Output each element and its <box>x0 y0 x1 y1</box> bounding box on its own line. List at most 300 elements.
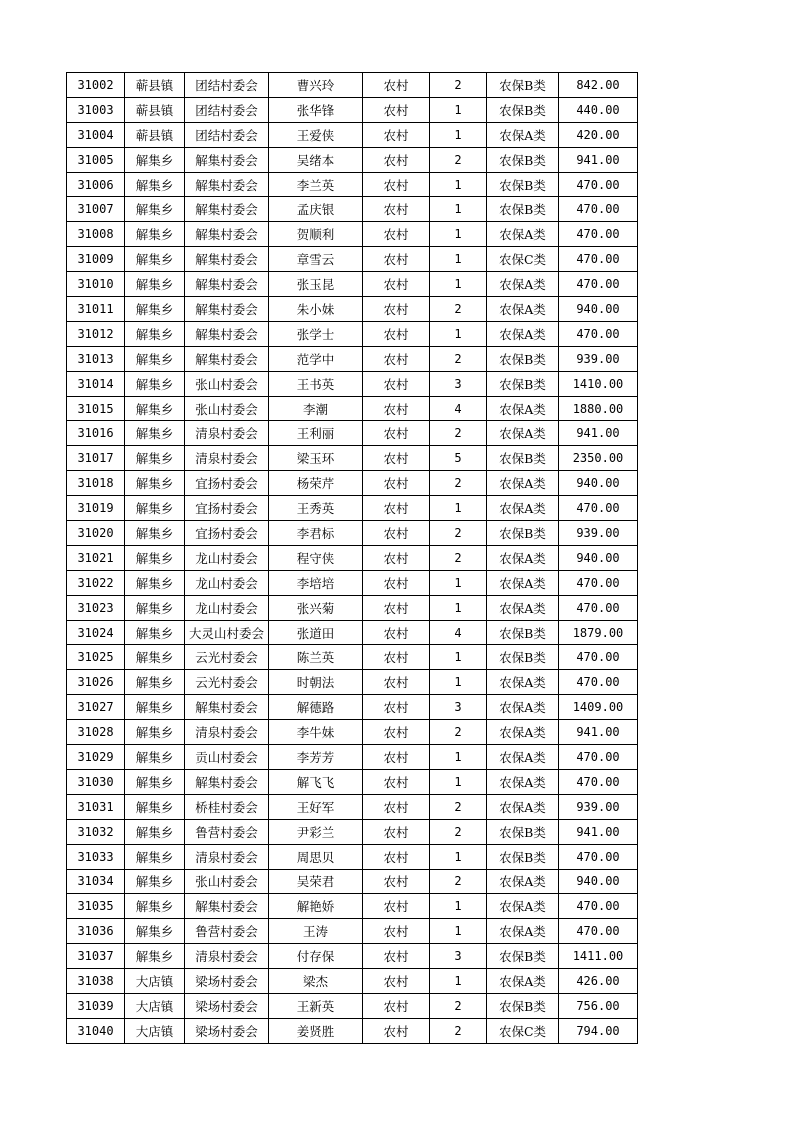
township-cell: 解集乡 <box>125 745 185 770</box>
count-cell: 2 <box>430 819 487 844</box>
record-id-cell: 31037 <box>67 944 125 969</box>
insurance-category-cell: 农保A类 <box>487 769 559 794</box>
village-committee-cell: 清泉村委会 <box>185 844 269 869</box>
table-row <box>67 869 638 894</box>
records-table-body <box>67 73 638 1044</box>
township-cell: 解集乡 <box>125 147 185 172</box>
table-row <box>67 346 638 371</box>
area-type-cell: 农村 <box>363 371 430 396</box>
count-cell: 1 <box>430 197 487 222</box>
village-committee-cell: 梁场村委会 <box>185 969 269 994</box>
record-id-cell: 31002 <box>67 73 125 98</box>
name-cell: 王利丽 <box>269 421 363 446</box>
insurance-category-cell: 农保B类 <box>487 97 559 122</box>
table-row <box>67 645 638 670</box>
amount-cell: 470.00 <box>559 769 638 794</box>
township-cell: 解集乡 <box>125 421 185 446</box>
count-cell: 2 <box>430 545 487 570</box>
table-row <box>67 172 638 197</box>
area-type-cell: 农村 <box>363 446 430 471</box>
record-id-cell: 31017 <box>67 446 125 471</box>
amount-cell: 940.00 <box>559 545 638 570</box>
count-cell: 2 <box>430 73 487 98</box>
name-cell: 杨荣芹 <box>269 471 363 496</box>
table-row <box>67 521 638 546</box>
amount-cell: 939.00 <box>559 521 638 546</box>
record-id-cell: 31008 <box>67 222 125 247</box>
township-cell: 蕲县镇 <box>125 122 185 147</box>
amount-cell: 1409.00 <box>559 695 638 720</box>
township-cell: 解集乡 <box>125 645 185 670</box>
name-cell: 陈兰英 <box>269 645 363 670</box>
insurance-category-cell: 农保B类 <box>487 371 559 396</box>
amount-cell: 470.00 <box>559 272 638 297</box>
table-row <box>67 297 638 322</box>
count-cell: 2 <box>430 471 487 496</box>
insurance-category-cell: 农保A类 <box>487 969 559 994</box>
table-row <box>67 670 638 695</box>
count-cell: 3 <box>430 371 487 396</box>
amount-cell: 941.00 <box>559 720 638 745</box>
record-id-cell: 31018 <box>67 471 125 496</box>
village-committee-cell: 桥桂村委会 <box>185 794 269 819</box>
village-committee-cell: 解集村委会 <box>185 247 269 272</box>
count-cell: 3 <box>430 695 487 720</box>
amount-cell: 470.00 <box>559 247 638 272</box>
area-type-cell: 农村 <box>363 869 430 894</box>
name-cell: 朱小妹 <box>269 297 363 322</box>
township-cell: 解集乡 <box>125 869 185 894</box>
name-cell: 章雪云 <box>269 247 363 272</box>
name-cell: 梁玉环 <box>269 446 363 471</box>
table-row <box>67 222 638 247</box>
amount-cell: 470.00 <box>559 670 638 695</box>
amount-cell: 2350.00 <box>559 446 638 471</box>
village-committee-cell: 团结村委会 <box>185 73 269 98</box>
amount-cell: 794.00 <box>559 1018 638 1043</box>
insurance-category-cell: 农保A类 <box>487 595 559 620</box>
township-cell: 解集乡 <box>125 197 185 222</box>
township-cell: 解集乡 <box>125 446 185 471</box>
insurance-category-cell: 农保A类 <box>487 272 559 297</box>
table-row <box>67 147 638 172</box>
township-cell: 解集乡 <box>125 769 185 794</box>
name-cell: 王好军 <box>269 794 363 819</box>
record-id-cell: 31030 <box>67 769 125 794</box>
amount-cell: 420.00 <box>559 122 638 147</box>
area-type-cell: 农村 <box>363 969 430 994</box>
count-cell: 2 <box>430 1018 487 1043</box>
amount-cell: 756.00 <box>559 993 638 1018</box>
record-id-cell: 31036 <box>67 919 125 944</box>
insurance-category-cell: 农保A类 <box>487 894 559 919</box>
area-type-cell: 农村 <box>363 993 430 1018</box>
area-type-cell: 农村 <box>363 645 430 670</box>
count-cell: 1 <box>430 969 487 994</box>
count-cell: 1 <box>430 247 487 272</box>
insurance-category-cell: 农保A类 <box>487 695 559 720</box>
village-committee-cell: 鲁营村委会 <box>185 819 269 844</box>
insurance-category-cell: 农保B类 <box>487 521 559 546</box>
record-id-cell: 31029 <box>67 745 125 770</box>
name-cell: 解艳娇 <box>269 894 363 919</box>
record-id-cell: 31010 <box>67 272 125 297</box>
name-cell: 张玉昆 <box>269 272 363 297</box>
amount-cell: 470.00 <box>559 844 638 869</box>
amount-cell: 470.00 <box>559 570 638 595</box>
count-cell: 4 <box>430 396 487 421</box>
insurance-category-cell: 农保B类 <box>487 172 559 197</box>
village-committee-cell: 解集村委会 <box>185 197 269 222</box>
village-committee-cell: 龙山村委会 <box>185 595 269 620</box>
area-type-cell: 农村 <box>363 1018 430 1043</box>
record-id-cell: 31005 <box>67 147 125 172</box>
count-cell: 2 <box>430 720 487 745</box>
village-committee-cell: 解集村委会 <box>185 147 269 172</box>
name-cell: 王爱侠 <box>269 122 363 147</box>
township-cell: 蕲县镇 <box>125 73 185 98</box>
insurance-category-cell: 农保A类 <box>487 570 559 595</box>
amount-cell: 939.00 <box>559 346 638 371</box>
name-cell: 吴荣君 <box>269 869 363 894</box>
village-committee-cell: 宜扬村委会 <box>185 521 269 546</box>
village-committee-cell: 解集村委会 <box>185 894 269 919</box>
amount-cell: 470.00 <box>559 894 638 919</box>
township-cell: 解集乡 <box>125 919 185 944</box>
village-committee-cell: 清泉村委会 <box>185 720 269 745</box>
insurance-category-cell: 农保A类 <box>487 222 559 247</box>
table-row <box>67 396 638 421</box>
insurance-category-cell: 农保A类 <box>487 545 559 570</box>
record-id-cell: 31014 <box>67 371 125 396</box>
amount-cell: 941.00 <box>559 421 638 446</box>
area-type-cell: 农村 <box>363 122 430 147</box>
area-type-cell: 农村 <box>363 172 430 197</box>
table-row <box>67 496 638 521</box>
count-cell: 2 <box>430 869 487 894</box>
insurance-category-cell: 农保A类 <box>487 321 559 346</box>
village-committee-cell: 宜扬村委会 <box>185 471 269 496</box>
area-type-cell: 农村 <box>363 222 430 247</box>
village-committee-cell: 云光村委会 <box>185 645 269 670</box>
record-id-cell: 31023 <box>67 595 125 620</box>
township-cell: 解集乡 <box>125 172 185 197</box>
name-cell: 李牛妹 <box>269 720 363 745</box>
table-row <box>67 819 638 844</box>
amount-cell: 939.00 <box>559 794 638 819</box>
table-row <box>67 272 638 297</box>
area-type-cell: 农村 <box>363 919 430 944</box>
name-cell: 曹兴玲 <box>269 73 363 98</box>
record-id-cell: 31006 <box>67 172 125 197</box>
name-cell: 张兴菊 <box>269 595 363 620</box>
village-committee-cell: 龙山村委会 <box>185 545 269 570</box>
name-cell: 贺顺利 <box>269 222 363 247</box>
table-row <box>67 720 638 745</box>
village-committee-cell: 团结村委会 <box>185 97 269 122</box>
township-cell: 解集乡 <box>125 944 185 969</box>
village-committee-cell: 梁场村委会 <box>185 1018 269 1043</box>
township-cell: 解集乡 <box>125 222 185 247</box>
area-type-cell: 农村 <box>363 496 430 521</box>
table-row <box>67 620 638 645</box>
area-type-cell: 农村 <box>363 695 430 720</box>
area-type-cell: 农村 <box>363 73 430 98</box>
table-row <box>67 944 638 969</box>
amount-cell: 470.00 <box>559 222 638 247</box>
amount-cell: 470.00 <box>559 321 638 346</box>
insurance-category-cell: 农保A类 <box>487 720 559 745</box>
amount-cell: 470.00 <box>559 745 638 770</box>
name-cell: 李潮 <box>269 396 363 421</box>
count-cell: 2 <box>430 346 487 371</box>
area-type-cell: 农村 <box>363 844 430 869</box>
township-cell: 解集乡 <box>125 371 185 396</box>
record-id-cell: 31025 <box>67 645 125 670</box>
record-id-cell: 31038 <box>67 969 125 994</box>
name-cell: 王新英 <box>269 993 363 1018</box>
township-cell: 解集乡 <box>125 819 185 844</box>
name-cell: 王书英 <box>269 371 363 396</box>
name-cell: 张华锋 <box>269 97 363 122</box>
insurance-category-cell: 农保A类 <box>487 421 559 446</box>
township-cell: 解集乡 <box>125 321 185 346</box>
table-row <box>67 545 638 570</box>
record-id-cell: 31035 <box>67 894 125 919</box>
insurance-category-cell: 农保A类 <box>487 745 559 770</box>
insurance-category-cell: 农保A类 <box>487 297 559 322</box>
township-cell: 大店镇 <box>125 969 185 994</box>
insurance-category-cell: 农保C类 <box>487 1018 559 1043</box>
record-id-cell: 31007 <box>67 197 125 222</box>
amount-cell: 470.00 <box>559 919 638 944</box>
insurance-category-cell: 农保A类 <box>487 396 559 421</box>
count-cell: 1 <box>430 844 487 869</box>
village-committee-cell: 清泉村委会 <box>185 421 269 446</box>
table-row <box>67 471 638 496</box>
name-cell: 李君标 <box>269 521 363 546</box>
table-row <box>67 247 638 272</box>
amount-cell: 941.00 <box>559 147 638 172</box>
village-committee-cell: 解集村委会 <box>185 222 269 247</box>
village-committee-cell: 解集村委会 <box>185 769 269 794</box>
area-type-cell: 农村 <box>363 819 430 844</box>
area-type-cell: 农村 <box>363 272 430 297</box>
name-cell: 尹彩兰 <box>269 819 363 844</box>
insurance-category-cell: 农保B类 <box>487 819 559 844</box>
name-cell: 孟庆银 <box>269 197 363 222</box>
amount-cell: 940.00 <box>559 297 638 322</box>
name-cell: 解德路 <box>269 695 363 720</box>
name-cell: 李芳芳 <box>269 745 363 770</box>
count-cell: 1 <box>430 97 487 122</box>
township-cell: 解集乡 <box>125 720 185 745</box>
area-type-cell: 农村 <box>363 247 430 272</box>
township-cell: 解集乡 <box>125 570 185 595</box>
township-cell: 解集乡 <box>125 545 185 570</box>
record-id-cell: 31032 <box>67 819 125 844</box>
record-id-cell: 31031 <box>67 794 125 819</box>
table-row <box>67 695 638 720</box>
township-cell: 解集乡 <box>125 297 185 322</box>
count-cell: 1 <box>430 122 487 147</box>
name-cell: 吴绪本 <box>269 147 363 172</box>
township-cell: 解集乡 <box>125 396 185 421</box>
area-type-cell: 农村 <box>363 670 430 695</box>
insurance-category-cell: 农保B类 <box>487 73 559 98</box>
insurance-category-cell: 农保B类 <box>487 993 559 1018</box>
table-row <box>67 969 638 994</box>
amount-cell: 470.00 <box>559 197 638 222</box>
table-row <box>67 1018 638 1043</box>
area-type-cell: 农村 <box>363 570 430 595</box>
count-cell: 2 <box>430 421 487 446</box>
area-type-cell: 农村 <box>363 620 430 645</box>
table-row <box>67 745 638 770</box>
village-committee-cell: 解集村委会 <box>185 346 269 371</box>
record-id-cell: 31040 <box>67 1018 125 1043</box>
amount-cell: 426.00 <box>559 969 638 994</box>
insurance-category-cell: 农保B类 <box>487 844 559 869</box>
count-cell: 2 <box>430 794 487 819</box>
amount-cell: 1410.00 <box>559 371 638 396</box>
name-cell: 周思贝 <box>269 844 363 869</box>
township-cell: 解集乡 <box>125 346 185 371</box>
area-type-cell: 农村 <box>363 297 430 322</box>
area-type-cell: 农村 <box>363 944 430 969</box>
village-committee-cell: 张山村委会 <box>185 869 269 894</box>
table-row <box>67 570 638 595</box>
record-id-cell: 31016 <box>67 421 125 446</box>
area-type-cell: 农村 <box>363 745 430 770</box>
area-type-cell: 农村 <box>363 471 430 496</box>
count-cell: 1 <box>430 769 487 794</box>
name-cell: 程守侠 <box>269 545 363 570</box>
township-cell: 解集乡 <box>125 695 185 720</box>
insurance-category-cell: 农保B类 <box>487 346 559 371</box>
amount-cell: 1879.00 <box>559 620 638 645</box>
insurance-category-cell: 农保A类 <box>487 122 559 147</box>
township-cell: 解集乡 <box>125 595 185 620</box>
record-id-cell: 31009 <box>67 247 125 272</box>
count-cell: 1 <box>430 172 487 197</box>
table-row <box>67 371 638 396</box>
insurance-category-cell: 农保C类 <box>487 247 559 272</box>
name-cell: 王秀英 <box>269 496 363 521</box>
insurance-category-cell: 农保B类 <box>487 197 559 222</box>
township-cell: 解集乡 <box>125 521 185 546</box>
village-committee-cell: 贡山村委会 <box>185 745 269 770</box>
village-committee-cell: 清泉村委会 <box>185 944 269 969</box>
record-id-cell: 31034 <box>67 869 125 894</box>
record-id-cell: 31024 <box>67 620 125 645</box>
village-committee-cell: 张山村委会 <box>185 371 269 396</box>
area-type-cell: 农村 <box>363 147 430 172</box>
table-row <box>67 993 638 1018</box>
count-cell: 2 <box>430 297 487 322</box>
village-committee-cell: 龙山村委会 <box>185 570 269 595</box>
township-cell: 解集乡 <box>125 272 185 297</box>
insurance-category-cell: 农保B类 <box>487 645 559 670</box>
village-committee-cell: 团结村委会 <box>185 122 269 147</box>
area-type-cell: 农村 <box>363 720 430 745</box>
insurance-category-cell: 农保A类 <box>487 794 559 819</box>
area-type-cell: 农村 <box>363 521 430 546</box>
township-cell: 大店镇 <box>125 1018 185 1043</box>
area-type-cell: 农村 <box>363 794 430 819</box>
insurance-category-cell: 农保A类 <box>487 919 559 944</box>
name-cell: 李兰英 <box>269 172 363 197</box>
insurance-category-cell: 农保B类 <box>487 620 559 645</box>
record-id-cell: 31021 <box>67 545 125 570</box>
township-cell: 解集乡 <box>125 247 185 272</box>
name-cell: 解飞飞 <box>269 769 363 794</box>
table-row <box>67 122 638 147</box>
village-committee-cell: 鲁营村委会 <box>185 919 269 944</box>
count-cell: 2 <box>430 521 487 546</box>
name-cell: 姜贤胜 <box>269 1018 363 1043</box>
amount-cell: 940.00 <box>559 471 638 496</box>
insurance-category-cell: 农保B类 <box>487 944 559 969</box>
village-committee-cell: 解集村委会 <box>185 321 269 346</box>
village-committee-cell: 解集村委会 <box>185 172 269 197</box>
record-id-cell: 31020 <box>67 521 125 546</box>
record-id-cell: 31013 <box>67 346 125 371</box>
amount-cell: 440.00 <box>559 97 638 122</box>
record-id-cell: 31022 <box>67 570 125 595</box>
name-cell: 梁杰 <box>269 969 363 994</box>
record-id-cell: 31027 <box>67 695 125 720</box>
table-row <box>67 595 638 620</box>
table-row <box>67 97 638 122</box>
amount-cell: 940.00 <box>559 869 638 894</box>
area-type-cell: 农村 <box>363 595 430 620</box>
table-row <box>67 894 638 919</box>
count-cell: 2 <box>430 993 487 1018</box>
insurance-category-cell: 农保B类 <box>487 147 559 172</box>
table-row <box>67 794 638 819</box>
table-row <box>67 919 638 944</box>
record-id-cell: 31039 <box>67 993 125 1018</box>
count-cell: 1 <box>430 595 487 620</box>
record-id-cell: 31019 <box>67 496 125 521</box>
village-committee-cell: 解集村委会 <box>185 297 269 322</box>
count-cell: 1 <box>430 745 487 770</box>
insurance-category-cell: 农保A类 <box>487 471 559 496</box>
township-cell: 解集乡 <box>125 471 185 496</box>
count-cell: 1 <box>430 222 487 247</box>
table-row <box>67 197 638 222</box>
record-id-cell: 31012 <box>67 321 125 346</box>
record-id-cell: 31003 <box>67 97 125 122</box>
insurance-category-cell: 农保A类 <box>487 670 559 695</box>
township-cell: 解集乡 <box>125 794 185 819</box>
count-cell: 1 <box>430 570 487 595</box>
record-id-cell: 31026 <box>67 670 125 695</box>
township-cell: 解集乡 <box>125 620 185 645</box>
township-cell: 解集乡 <box>125 670 185 695</box>
record-id-cell: 31033 <box>67 844 125 869</box>
village-committee-cell: 张山村委会 <box>185 396 269 421</box>
insurance-category-cell: 农保A类 <box>487 496 559 521</box>
count-cell: 1 <box>430 321 487 346</box>
township-cell: 大店镇 <box>125 993 185 1018</box>
table-row <box>67 421 638 446</box>
name-cell: 王涛 <box>269 919 363 944</box>
amount-cell: 470.00 <box>559 595 638 620</box>
amount-cell: 941.00 <box>559 819 638 844</box>
record-id-cell: 31004 <box>67 122 125 147</box>
